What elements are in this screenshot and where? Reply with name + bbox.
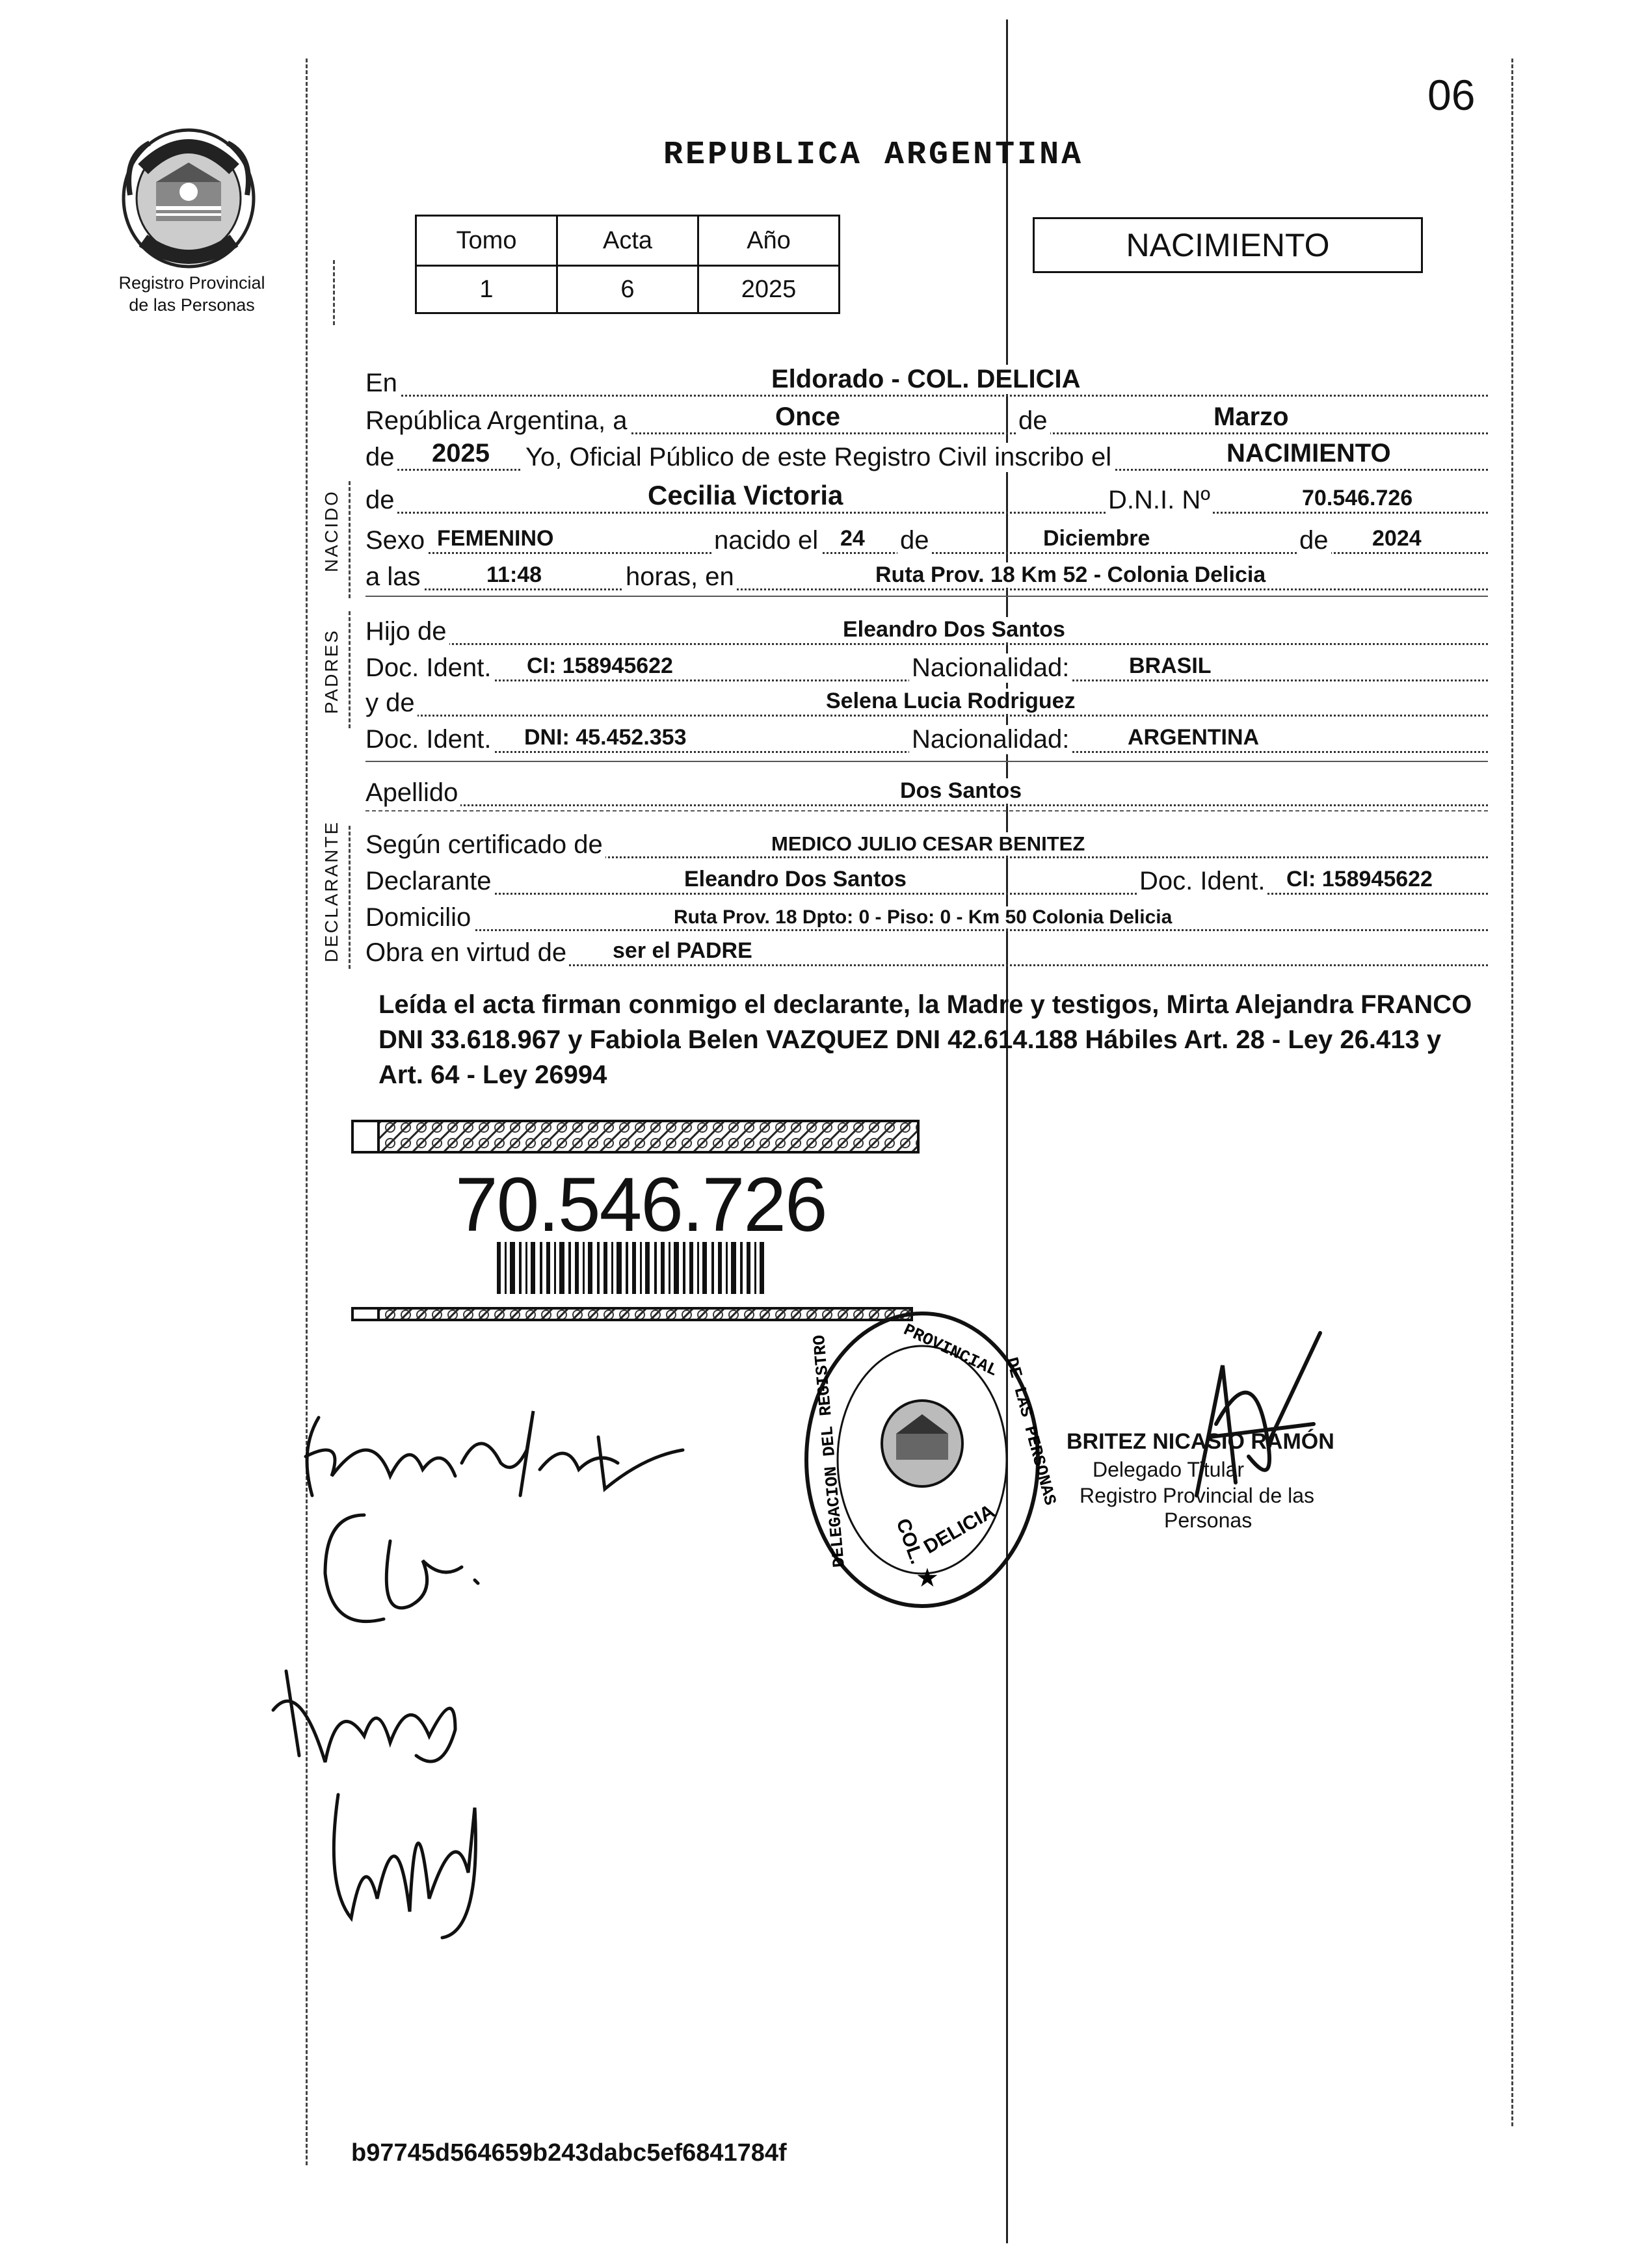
official-role: Delegado Titular (1093, 1458, 1245, 1481)
place-value: Eldorado - COL. DELICIA (769, 365, 1083, 394)
a-las-label: a las (365, 562, 423, 592)
left-margin-mark (333, 260, 335, 325)
official-name: BRITEZ NICASIO RAMÓN (1067, 1429, 1334, 1454)
dni-label: D.N.I. Nº (1106, 486, 1213, 515)
delegation-seal-stamp (799, 1307, 1060, 1613)
barcode-number: 70.546.726 (455, 1162, 827, 1248)
de-label: de (1016, 406, 1050, 436)
sexo-label: Sexo (365, 526, 427, 555)
padres-separator (365, 761, 1488, 762)
official-signature (1171, 1326, 1340, 1522)
hijo-de-label: Hijo de (365, 617, 449, 646)
row-place (365, 360, 1488, 401)
obra-value: ser el PADRE (610, 938, 755, 964)
row-mother-doc (365, 717, 1488, 757)
mother-doc-label: Doc. Ident. (365, 725, 494, 754)
declarante-section-label: DECLARANTE (321, 820, 341, 962)
mother-name-value: Selena Lucia Rodriguez (823, 689, 1078, 714)
tomo-value: 1 (416, 266, 557, 313)
birth-month-value: Diciembre (1041, 526, 1152, 551)
declarante-doc-value: CI: 158945622 (1284, 867, 1435, 892)
en-label: En (365, 369, 400, 398)
nacido-bracket (349, 481, 351, 598)
father-nationality-label: Nacionalidad: (909, 653, 1072, 683)
row-mother-name (365, 680, 1488, 720)
page-number: 06 (1427, 71, 1476, 119)
day-value: Once (773, 402, 843, 432)
padres-section-label: PADRES (321, 628, 341, 714)
acta-header: Acta (557, 216, 698, 266)
row-obra (365, 930, 1488, 970)
svg-text:DE LAS PERSONAS: DE LAS PERSONAS (1001, 1355, 1060, 1508)
father-name-value: Eleandro Dos Santos (840, 617, 1068, 642)
mother-nationality-value: ARGENTINA (1125, 725, 1262, 750)
ano-value: 2025 (698, 266, 840, 313)
reading-paragraph: Leída el acta firman conmigo el declarante, la Madre y testigos, Mirta Alejandra FRANCO DNI 33.618.967 y Fabiola Belen VAZQUEZ DNI 42.614.188 Hábiles Art. 28 - Ley 26.413 y Art. 64 - Ley 26994 (378, 990, 1472, 1089)
misiones-coat-of-arms-logo (111, 117, 267, 273)
declarante-value: Eleandro Dos Santos (682, 867, 909, 892)
apellido-value: Dos Santos (897, 778, 1024, 804)
de-year-label: de (365, 443, 397, 472)
birth-year-value: 2024 (1370, 526, 1424, 551)
domicilio-label: Domicilio (365, 903, 473, 932)
registry-caption-line2: de las Personas (129, 295, 255, 315)
father-doc-label: Doc. Ident. (365, 653, 494, 683)
row-domicilio (365, 895, 1488, 935)
row-sex-birthdate (365, 518, 1488, 558)
row-father-doc (365, 645, 1488, 685)
svg-text:PROVINCIAL: PROVINCIAL (900, 1320, 1001, 1381)
row-date (365, 398, 1488, 438)
mother-doc-value: DNI: 45.452.353 (522, 725, 689, 750)
obra-label: Obra en virtud de (365, 938, 569, 968)
de-label-3: de (1297, 526, 1331, 555)
row-declarante (365, 858, 1488, 899)
y-de-label: y de (365, 689, 418, 718)
father-nationality-value: BRASIL (1126, 653, 1214, 679)
svg-text:DELICIA: DELICIA (920, 1500, 999, 1559)
nacido-el-label: nacido el (711, 526, 821, 555)
official-org-line1: Registro Provincial de las (1080, 1484, 1315, 1507)
year-value: 2025 (429, 439, 492, 468)
certificado-label: Según certificado de (365, 830, 605, 860)
nacido-section-label: NACIDO (321, 490, 341, 572)
child-dni-value: 70.546.726 (1299, 486, 1415, 511)
row-child-name (365, 477, 1488, 518)
padres-bracket (349, 611, 351, 728)
row-certificado (365, 822, 1488, 862)
right-margin-line (1511, 59, 1513, 2126)
acta-value: 6 (557, 266, 698, 313)
official-text: Yo, Oficial Público de este Registro Civil inscribo el (522, 443, 1114, 472)
svg-text:DELEGACION DEL REGISTRO: DELEGACION DEL REGISTRO (809, 1334, 849, 1568)
birth-day-value: 24 (838, 526, 868, 551)
witness-2-signature (312, 1769, 507, 1944)
row-birth-time-place (365, 554, 1488, 594)
row-father-name (365, 609, 1488, 649)
left-margin-line (306, 59, 308, 2165)
father-doc-value: CI: 158945622 (524, 653, 676, 679)
child-name-value: Cecilia Victoria (645, 480, 845, 511)
domicilio-value: Ruta Prov. 18 Dpto: 0 - Piso: 0 - Km 50 Colonia Delicia (671, 906, 1174, 929)
official-org-line2: Personas (1164, 1509, 1253, 1532)
de-label-2: de (897, 526, 932, 555)
ano-header: Año (698, 216, 840, 266)
birth-place-value: Ruta Prov. 18 Km 52 - Colonia Delicia (873, 562, 1268, 588)
svg-text:COL.: COL. (892, 1516, 928, 1567)
apellido-separator (365, 810, 1488, 811)
certificado-value: MEDICO JULIO CESAR BENITEZ (769, 832, 1087, 856)
registry-caption (98, 272, 286, 316)
document-hash: b97745d564659b243dabc5ef6841784f (351, 2139, 787, 2167)
center-fold-line (1006, 20, 1008, 2243)
declarante-bracket (349, 826, 351, 969)
declarante-label: Declarante (365, 867, 494, 896)
nacido-de-label: de (365, 486, 397, 515)
apellido-label: Apellido (365, 778, 460, 808)
month-value: Marzo (1211, 402, 1292, 432)
tomo-header: Tomo (416, 216, 557, 266)
sexo-value: FEMENINO (434, 526, 556, 551)
nacido-separator (365, 596, 1488, 597)
row-official (365, 434, 1488, 475)
mother-signature (312, 1502, 507, 1639)
record-type-box: NACIMIENTO (1033, 217, 1423, 273)
birth-time-value: 11:48 (484, 562, 544, 588)
svg-text:★: ★ (916, 1564, 939, 1592)
document-title: REPUBLICA ARGENTINA (663, 137, 1084, 174)
act-type-value: NACIMIENTO (1224, 439, 1394, 468)
registry-caption-line1: Registro Provincial (118, 273, 265, 293)
declarante-doc-label: Doc. Ident. (1137, 867, 1267, 896)
horas-label: horas, en (623, 562, 737, 592)
tomo-acta-ano-table (415, 215, 840, 314)
row-apellido (365, 770, 1488, 810)
republica-label: República Argentina, a (365, 406, 630, 436)
mother-nationality-label: Nacionalidad: (909, 725, 1072, 754)
